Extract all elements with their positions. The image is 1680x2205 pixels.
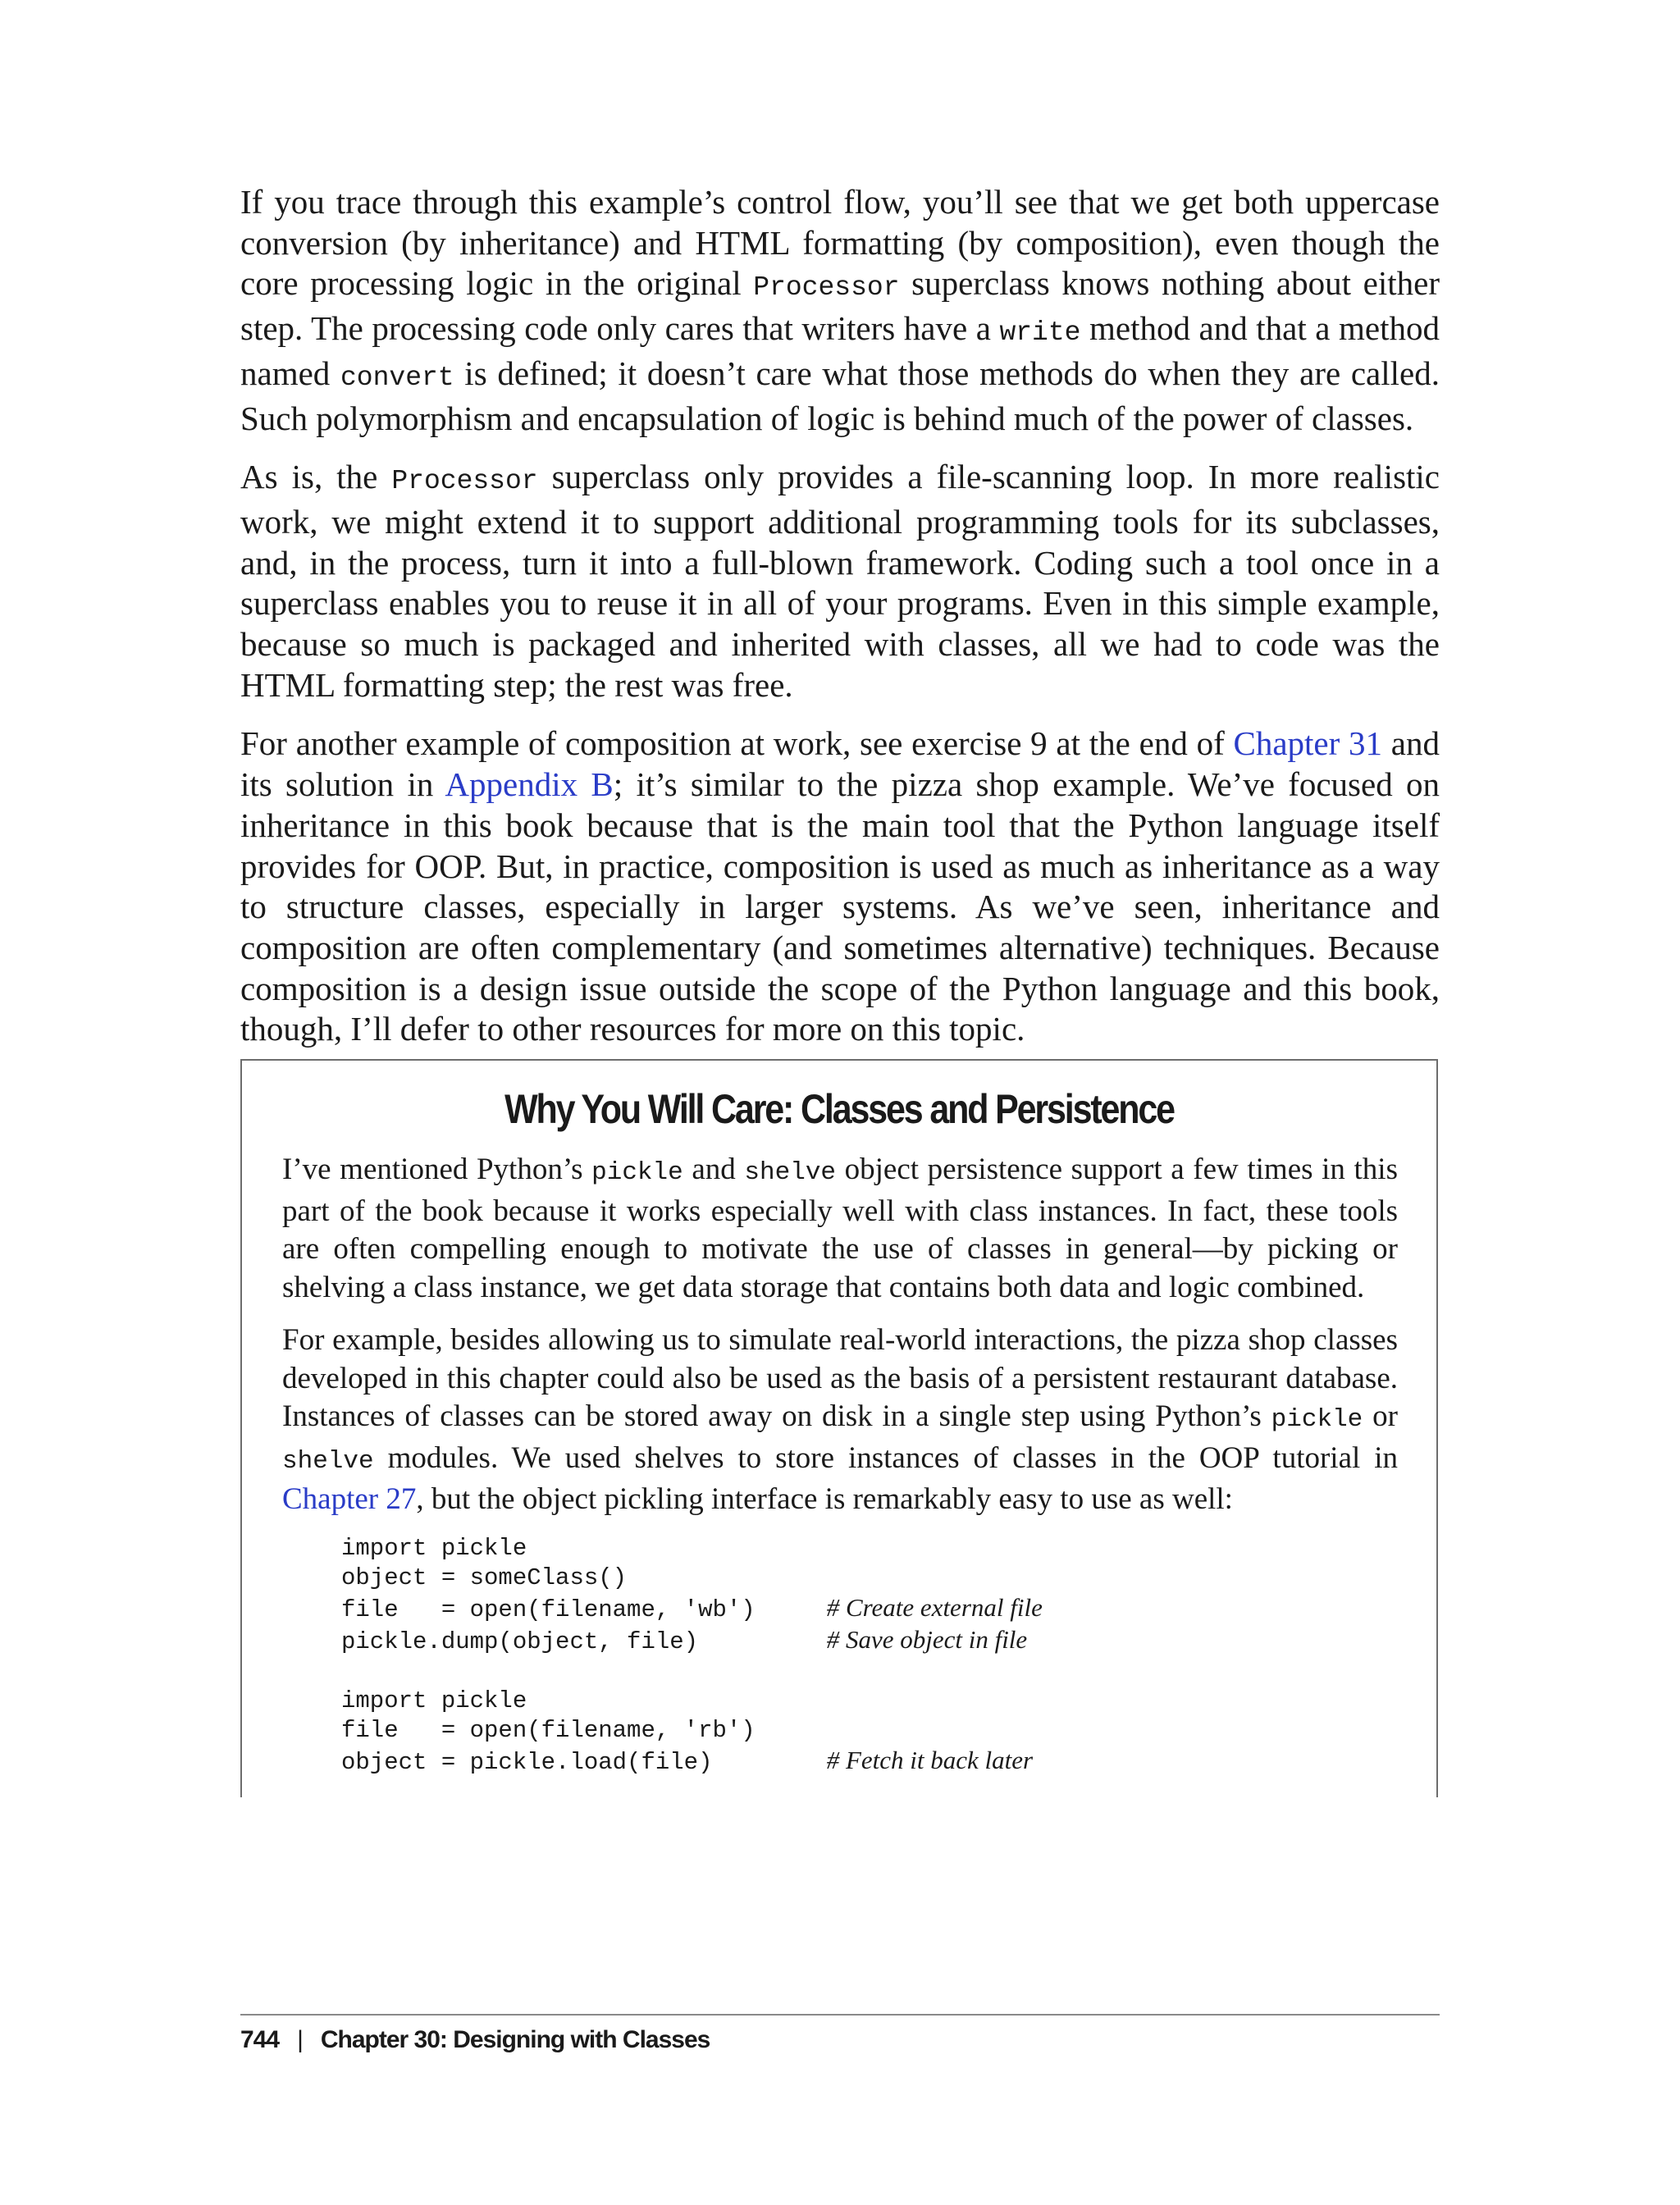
link-appendix-b[interactable]: Appendix B [445,765,614,804]
code-text: file = open(filename, 'rb') [341,1716,756,1744]
inline-code-write: write [999,317,1081,349]
paragraph-processor-superclass [240,457,1440,705]
inline-code-pickle: pickle [1271,1405,1363,1434]
sidebar-paragraph-persistence [282,1151,1398,1307]
inline-code-pickle: pickle [591,1158,683,1187]
code-line [341,1625,1398,1657]
code-text: import pickle [341,1534,527,1562]
sidebar-title: Why You Will Care: Classes and Persistence [504,1086,1174,1132]
sidebar-box [240,1059,1438,1797]
text-run: For another example of composition at work, see exercise 9 at the end of [240,724,1234,763]
paragraph-composition [240,724,1440,1050]
footer-rule [240,2014,1440,2016]
text-run: object persistence support a few times in this part of the book because it works especially well with class instances. In fact, these tools are often compelling enough to motivate the use of classes in general—by picking or shelving a class instance, we get data storage that contains both data and logic combined. [282,1153,1398,1304]
code-text: file = open(filename, 'wb') [341,1596,827,1623]
code-listing-pickle [282,1534,1398,1778]
code-comment: # Create external file [826,1592,1043,1622]
text-run: superclass knows nothing about either step. The processing code only cares that writers have a [240,264,1440,348]
code-text: object = someClass() [341,1564,628,1591]
inline-code-shelve: shelve [282,1446,374,1476]
page-footer [240,2026,710,2054]
text-run: and its solution in [240,724,1440,804]
page-number: 744 [240,2026,280,2053]
text-run: As is, the [240,458,392,496]
code-line [341,1564,1398,1593]
code-line [341,1687,1398,1716]
inline-code-processor: Processor [391,466,538,497]
paragraph-control-flow [240,182,1440,439]
main-text [240,182,1440,1068]
link-chapter-27[interactable]: Chapter 27 [282,1482,417,1516]
text-run: , but the object pickling interface is remarkably easy to use as well: [416,1482,1233,1516]
text-run: modules. We used shelves to store instances of classes in the OOP tutorial in [373,1440,1398,1475]
code-comment: # Save object in file [826,1624,1028,1654]
inline-code-convert: convert [340,362,454,393]
sidebar-body [282,1151,1398,1778]
link-chapter-31[interactable]: Chapter 31 [1233,724,1383,763]
code-comment: # Fetch it back later [826,1745,1034,1774]
text-run: and [682,1153,745,1186]
code-text: import pickle [341,1687,527,1714]
code-text: object = pickle.load(file) [341,1748,827,1776]
code-line [341,1593,1398,1625]
text-run: superclass only provides a file-scanning loop. In more realistic work, we might extend it to support additional programming tools for its subclasses, and, in the process, turn it into a full-blown framework. Coding such a tool once in a superclass enables you to reuse it in all of your programs. Even in this simple example, because so much is packaged and inherited with classes, all we had to code was the HTML formatting step; the rest was free. [240,458,1440,704]
code-blank-line [341,1657,1398,1687]
text-run: For example, besides allowing us to simulate real-world interactions, the pizza shop classes developed in this chapter could also be used as the basis of a persistent restaurant database. Instances of classes can be stored away on disk in a single step using Python’s [282,1323,1398,1433]
code-line [341,1716,1398,1746]
inline-code-processor: Processor [753,272,900,304]
footer-separator: | [297,2026,303,2053]
text-run: ; it’s similar to the pizza shop example. We’ve focused on inheritance in this book because that is the main tool that the Python language itself provides for OOP. But, in practice, composition is used as much as inheritance as a way to structure classes, especially in larger systems. As we’ve seen, inheritance and composition are often complementary (and sometimes alternative) techniques. Because composition is a design issue outside the scope of the Python language and this book, though, I’ll defer to other resources for more on this topic. [240,765,1440,1048]
text-run: or [1363,1399,1398,1433]
footer-chapter-title: Chapter 30: Designing with Classes [320,2026,710,2053]
text-run: I’ve mentioned Python’s [282,1153,592,1186]
text-run: If you trace through this example’s control flow, you’ll see that we get both uppercase conversion (by inheritance) and HTML formatting (by composition), even though the core processing logic in the original [240,183,1440,303]
code-text: pickle.dump(object, file) [341,1628,827,1655]
text-run: method and that a method named [240,309,1440,392]
code-line [341,1746,1398,1778]
inline-code-shelve: shelve [744,1158,837,1187]
code-line [341,1534,1398,1564]
text-run: is defined; it doesn’t care what those methods do when they are called. Such polymorphism and encapsulation of logic is behind much of the power of classes. [240,354,1440,437]
sidebar-paragraph-example [282,1322,1398,1519]
